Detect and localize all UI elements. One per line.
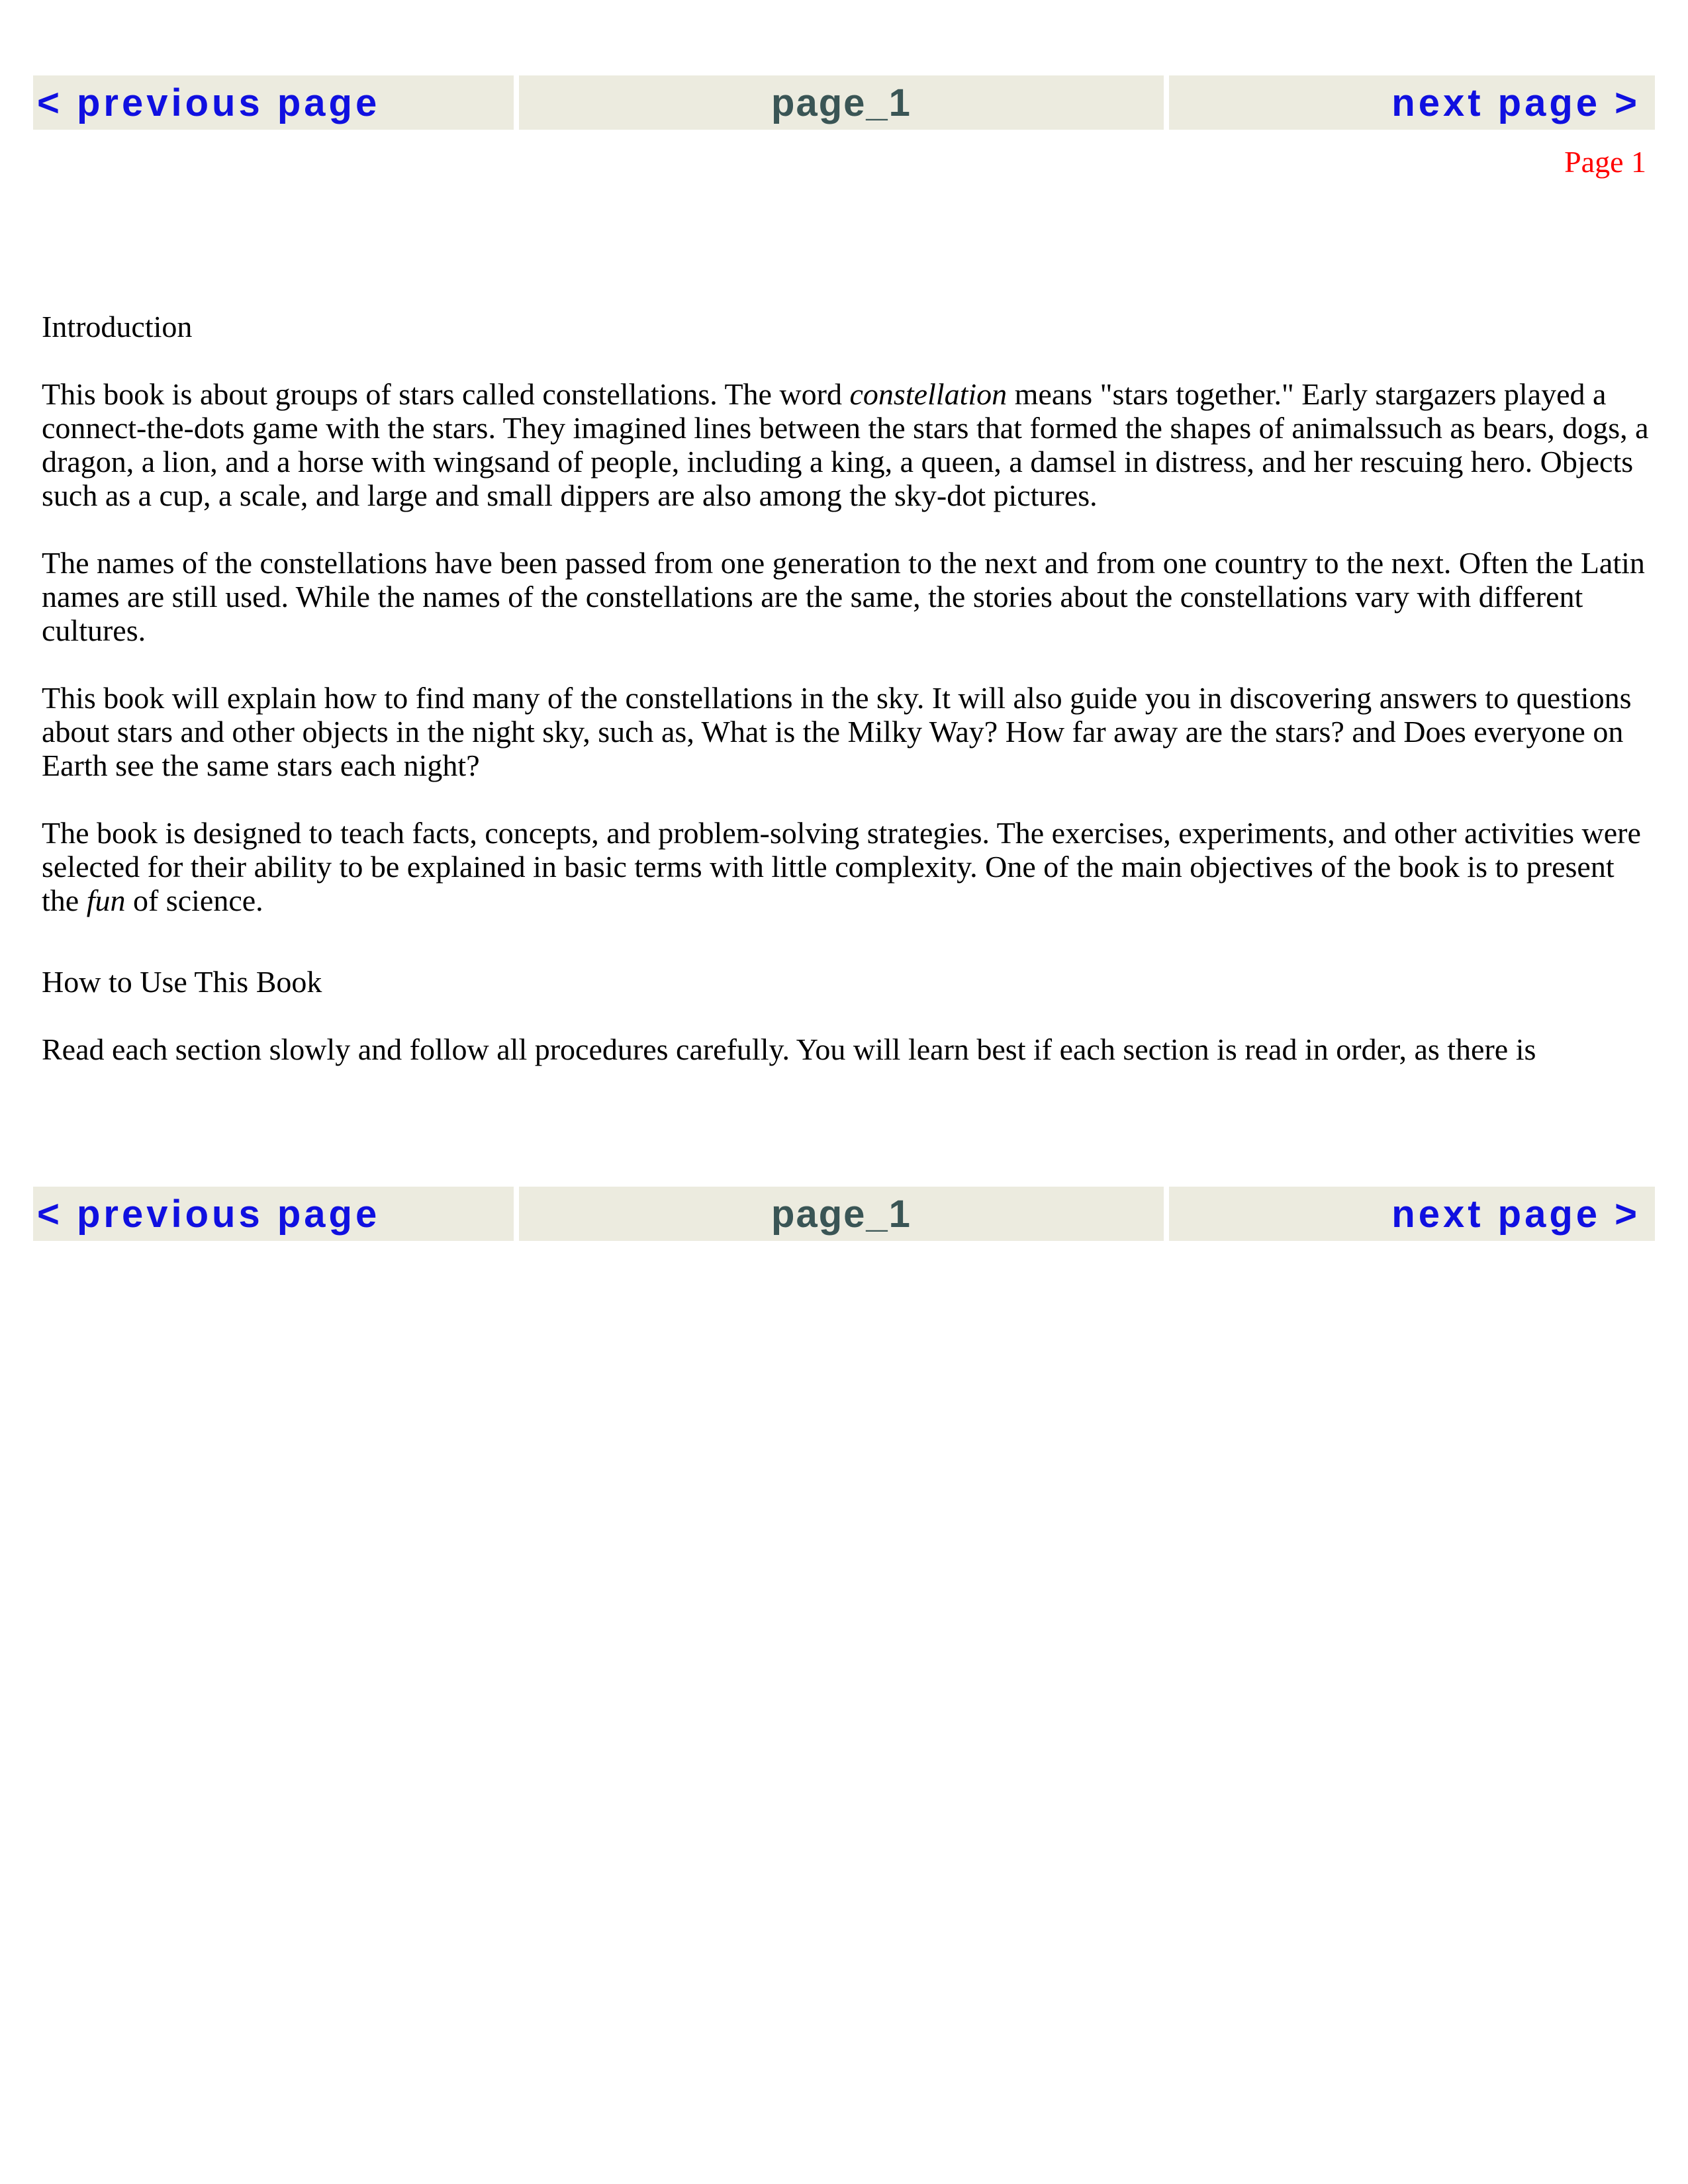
previous-page-link[interactable]: < previous page bbox=[33, 75, 514, 130]
previous-page-link[interactable]: < previous page bbox=[33, 1187, 514, 1241]
current-page-label: page_1 bbox=[519, 75, 1164, 130]
paragraph-read-each: Read each section slowly and follow all procedures carefully. You will learn best if each section is read in order, as there is bbox=[42, 1032, 1536, 1066]
document-body bbox=[42, 310, 1650, 1066]
paragraph-explain: This book will explain how to find many of the constellations in the sky. It will also guide you in discovering answers to questions about stars and other objects in the night sky, such as, What is the Milky Way? How far away are the stars? and Does everyone on Earth see the same stars each night? bbox=[42, 681, 1632, 782]
introduction-heading: Introduction bbox=[42, 310, 193, 343]
current-page-label: page_1 bbox=[519, 1187, 1164, 1241]
paragraph-design bbox=[42, 816, 1650, 917]
next-page-link[interactable]: next page > bbox=[1169, 1187, 1655, 1241]
how-to-use-heading: How to Use This Book bbox=[42, 965, 322, 999]
paragraph-text: means "stars together." Early stargazers played a connect-the-dots game with the stars. They imagined lines between the stars that formed the shapes of animalssuch as bears, dogs, a dragon, a lion, and a horse with wingsand of people, including a king, a queen, a damsel in distress, and her rescuing hero. Objects such as a cup, a scale, and large and small dippers are also among the sky-dot pictures. bbox=[42, 377, 1649, 512]
emphasis-text: constellation bbox=[849, 377, 1008, 411]
top-navigation-bar bbox=[33, 75, 1655, 130]
bottom-navigation-bar bbox=[33, 1187, 1655, 1241]
next-page-link[interactable]: next page > bbox=[1169, 75, 1655, 130]
paragraph-text: of science. bbox=[125, 884, 263, 917]
emphasis-text: fun bbox=[86, 884, 126, 917]
paragraph-constellations bbox=[42, 377, 1650, 512]
page-number: Page 1 bbox=[1564, 145, 1646, 179]
paragraph-text: This book is about groups of stars called constellations. The word bbox=[42, 377, 850, 411]
paragraph-text: The book is designed to teach facts, concepts, and problem-solving strategies. The exercises, experiments, and other activities were selected for their ability to be explained in basic terms with little complexity. One of the main objectives of the book is to present the bbox=[42, 816, 1641, 917]
paragraph-names: The names of the constellations have been passed from one generation to the next and from one country to the next. Often the Latin names are still used. While the names of the constellations are the same, the stories about the constellations vary with different cultures. bbox=[42, 546, 1645, 647]
